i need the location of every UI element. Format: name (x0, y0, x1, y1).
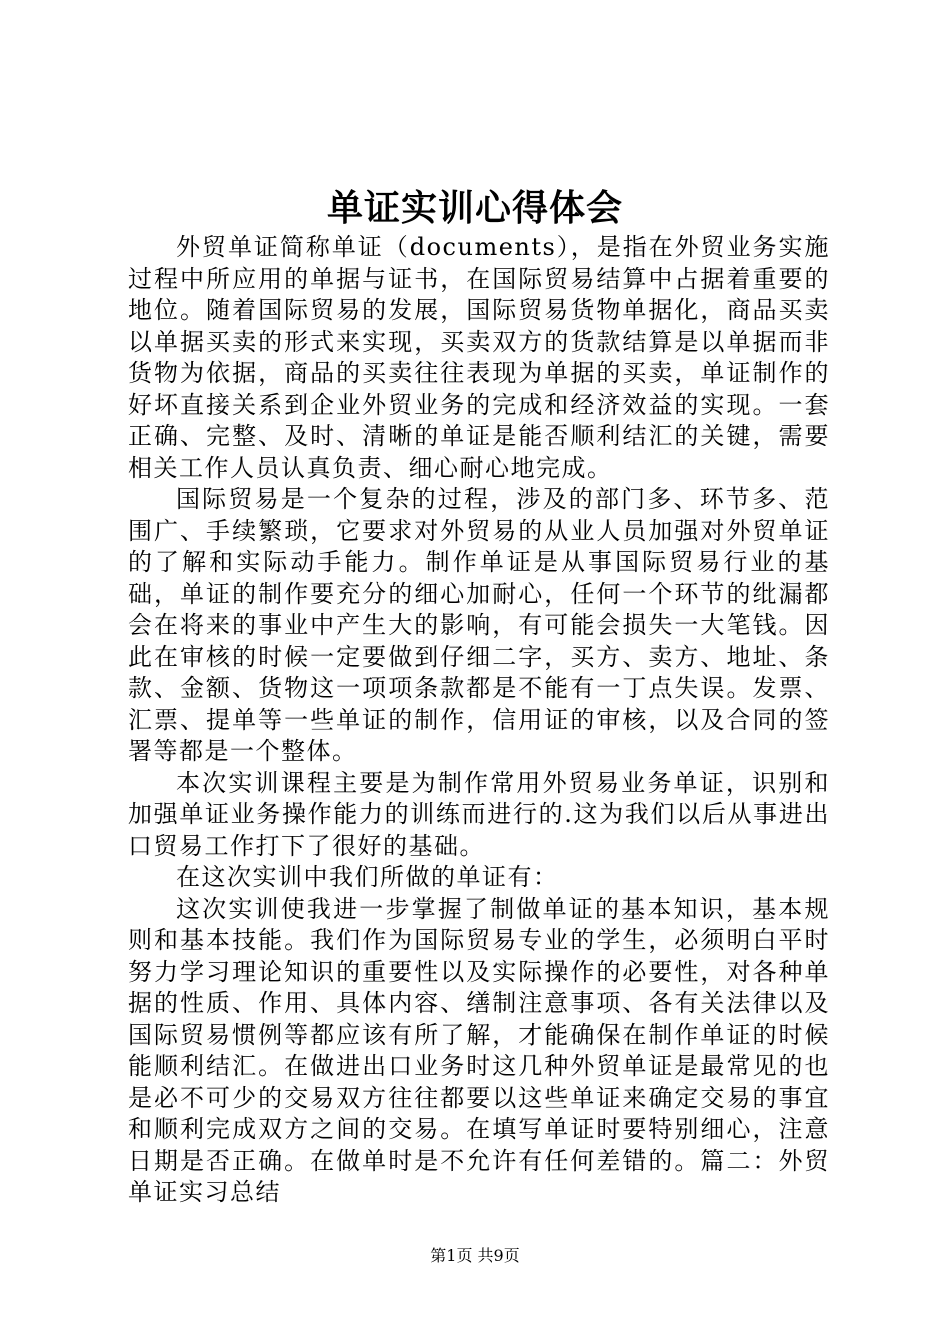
paragraph-3: 本次实训课程主要是为制作常用外贸易业务单证，识别和加强单证业务操作能力的训练而进行的.这为我们以后从事进出口贸易工作打下了很好的基础。 (128, 768, 830, 860)
paragraph-5: 这次实训使我进一步掌握了制做单证的基本知识，基本规则和基本技能。我们作为国际贸易专业的学生，必须明白平时努力学习理论知识的重要性以及实际操作的必要性，对各种单据的性质、作用、具体内容、缮制注意事项、各有关法律以及国际贸易惯例等都应该有所了解，才能确保在制作单证的时候能顺利结汇。在做进出口业务时这几种外贸单证是最常见的也是必不可少的交易双方往往都要以这些单证来确定交易的事宜和顺利完成双方之间的交易。在填写单证时要特别细心，注意日期是否正确。在做单时是不允许有任何差错的。篇二：外贸单证实习总结 (128, 894, 830, 1206)
page-footer: 第1页 共9页 (430, 1246, 520, 1265)
document-title: 单证实训心得体会 (326, 187, 623, 229)
paragraph-4: 在这次实训中我们所做的单证有： (176, 863, 559, 891)
paragraph-2: 国际贸易是一个复杂的过程，涉及的部门多、环节多、范围广、手续繁琐，它要求对外贸易的从业人员加强对外贸单证的了解和实际动手能力。制作单证是从事国际贸易行业的基础，单证的制作要充分的细心加耐心，任何一个环节的纰漏都会在将来的事业中产生大的影响，有可能会损失一大笔钱。因此在审核的时候一定要做到仔细二字，买方、卖方、地址、条款、金额、货物这一项项条款都是不能有一丁点失误。发票、汇票、提单等一些单证的制作，信用证的审核，以及合同的签署等都是一个整体。 (128, 485, 830, 765)
document-body (128, 232, 830, 1209)
paragraph-1: 外贸单证简称单证（documents），是指在外贸业务实施过程中所应用的单据与证书，在国际贸易结算中占据着重要的地位。随着国际贸易的发展，国际贸易货物单据化，商品买卖以单据买卖的形式来实现，买卖双方的货款结算是以单据而非货物为依据，商品的买卖往往表现为单据的买卖，单证制作的好坏直接关系到企业外贸业务的完成和经济效益的实现。一套正确、完整、及时、清晰的单证是能否顺利结汇的关键，需要相关工作人员认真负责、细心耐心地完成。 (128, 233, 830, 482)
